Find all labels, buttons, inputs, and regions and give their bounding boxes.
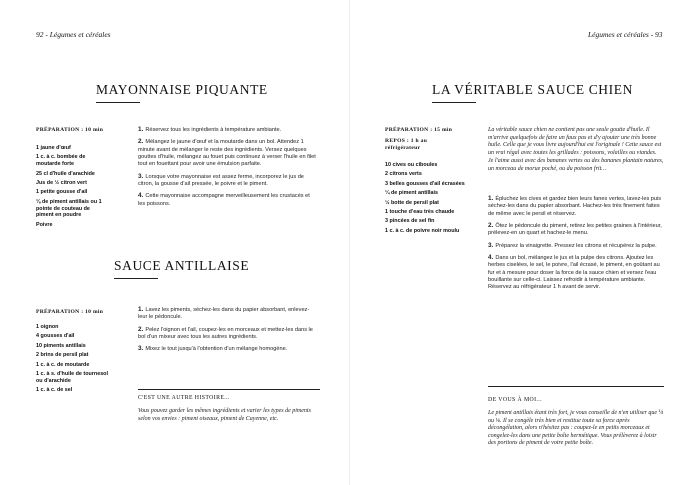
prep-time: PRÉPARATION : 10 min — [36, 309, 104, 315]
recipe-title-sauce-antillaise: SAUCE ANTILLAISE — [114, 258, 250, 273]
step-text: Pelez l'oignon et l'ail, coupez-les en morceaux et mettez-les dans le bol d'un mixeur avec tous les autres ingrédients. — [138, 326, 313, 341]
ingredient-item: 2 brins de persil plat — [36, 352, 89, 359]
ingredient-list — [36, 145, 106, 231]
ingredient-item: 4 gousses d'ail — [36, 333, 75, 340]
step-number: 3. — [138, 172, 144, 180]
ingredient-item: 1 c. à c. de moutarde — [36, 361, 90, 368]
step-number: 4. — [488, 253, 494, 261]
title-underline — [432, 102, 476, 103]
step-item — [138, 306, 318, 322]
ingredient-item: 25 cl d'huile d'arachide — [36, 170, 95, 177]
ingredient-list — [36, 324, 108, 397]
step-number: 3. — [138, 345, 144, 353]
step-number: 3. — [488, 241, 494, 249]
step-item — [488, 222, 666, 238]
step-item — [488, 195, 666, 218]
step-item — [138, 173, 318, 189]
step-text: Mélangez le jaune d'œuf et la moutarde dans un bol. Attendez 1 minute avant de mélanger le reste des ingrédients. Versez quelques gouttes d'huile, mélangez au fouet puis continuez à verser l'huile en filet tout en fouettant pour avoir une émulsion parfaite. — [138, 139, 316, 168]
step-text: Mixez le tout jusqu'à l'obtention d'un mélange homogène. — [145, 346, 288, 353]
rest-time: REPOS : 1 h au réfrigérateur — [385, 138, 428, 151]
step-number: 2. — [138, 138, 144, 146]
ingredient-item: ½ botte de persil plat — [385, 199, 439, 206]
ingredient-item: 10 cives ou ciboules — [385, 162, 438, 168]
step-text: Réservez tous les ingrédients à température ambiante. — [145, 127, 282, 133]
box-text: Vous pouvez garder les mêmes ingrédients et varier les types de piments selon vos envies : piment oiseaux, piment de Cayenne, etc. — [138, 408, 311, 422]
step-number: 1. — [488, 195, 494, 202]
ingredient-item: 1 c. à c. de sel — [36, 387, 73, 394]
step-text: Cette mayonnaise accompagne merveilleusement les crustacés et les poissons. — [138, 193, 310, 207]
ingredient-item: ⅛ de piment antillais ou 1 pointe de couteau de piment en poudre — [36, 198, 102, 219]
step-text: Ôtez le pédoncule du piment, retirez les petites graines à l'intérieur, prélevez-en un quart et hachez-le menu. — [488, 223, 662, 237]
step-item — [138, 126, 318, 134]
step-number: 4. — [138, 192, 144, 200]
ingredient-item: 1 c. à s. d'huile de tournesol ou d'arachide — [36, 370, 108, 384]
right-running-head: Légumes et céréales - 93 — [588, 30, 663, 39]
recipe-title-sauce-chien: LA VÉRITABLE SAUCE CHIEN — [432, 82, 633, 97]
step-text: Dans un bol, mélangez le jus et la pulpe des citrons. Ajoutez les herbes ciselées, le sel, le poivre, l'ail écrasé, le piment, en goûtant au fur et à mesure pour doser la force de la sauce chien et versez l'eau bouillante sur celle-ci. Laissez refroidir à température ambiante. Réservez au réfrigérateur 1 h avant de servir. — [488, 254, 660, 291]
box-rule — [138, 389, 320, 390]
recipe-title-mayonnaise: MAYONNAISE PIQUANTE — [96, 82, 268, 97]
step-text: Lavez les piments, séchez-les dans du papier absorbant, enlevez-leur le pédoncule. — [138, 307, 310, 321]
ingredient-item: 3 pincées de sel fin — [385, 218, 435, 225]
box-rule — [488, 386, 664, 387]
box-heading: C'EST UNE AUTRE HISTOIRE... — [138, 395, 230, 401]
ingredient-item: Poivre — [36, 221, 53, 228]
ingredient-item: ¼ de piment antillais — [385, 190, 439, 197]
step-number: 2. — [138, 325, 144, 333]
step-number: 2. — [488, 222, 494, 230]
step-item — [488, 254, 666, 292]
step-item — [138, 345, 318, 353]
intro-paragraph: La véritable sauce chien ne contient pas une seule goutte d'huile. Il m'arrive quelquefois de faire un faux pas et d'y ajouter une très bonne huile. Celle que je vous livre aujourd'hui est l'originale ! Cette sauce est un vrai régal avec toutes les grillades : poissons, volailles ou viandes. — [488, 127, 662, 156]
box-heading: DE VOUS À MOI... — [488, 397, 542, 403]
title-underline — [114, 278, 158, 279]
step-item — [488, 242, 666, 250]
step-item — [138, 138, 318, 169]
step-list — [138, 126, 318, 212]
ingredient-item: 1 c. à c. bombée de moutarde forte — [36, 154, 86, 168]
step-text: Préparez la vinaigrette. Pressez les citrons et récupérez la pulpe. — [495, 242, 657, 249]
intro-paragraph: Je l'aime aussi avec des bananes vertes ou des bananes plantain natures, un morceau de morue poché, ou du poisson frit… — [488, 158, 664, 172]
step-item — [138, 326, 318, 342]
step-list — [488, 195, 666, 296]
ingredient-item: 10 piments antillais — [36, 342, 86, 349]
ingredient-item: Jus de ½ citron vert — [36, 179, 87, 186]
ingredient-list — [385, 162, 465, 237]
ingredient-item: 1 petite gousse d'ail — [36, 189, 88, 196]
box-text: Le piment antillais étant très fort, je vous conseille de n'en utiliser que ¼ ou ⅛. Il se congèle très bien et restitue toute sa force après décongélation, alors n'hésitez pas : coupez-le en petits morceaux et congelez-les dans une petite boîte hermétique. Vous prélèverez à loisir des portions de piment de votre petite boîte. — [488, 410, 664, 447]
title-underline — [96, 102, 140, 103]
step-text: Épluchez les cives et gardez bien leurs fanes vertes, lavez-les puis séchez-les dans du papier absorbant. Hachez-les très finement faites de même avec le persil et réservez. — [488, 196, 662, 217]
left-running-head: 92 - Légumes et céréales — [36, 30, 111, 39]
ingredient-item: 1 touche d'eau très chaude — [385, 208, 455, 215]
ingredient-item: 1 oignon — [36, 324, 59, 330]
prep-time: PRÉPARATION : 15 min — [385, 127, 453, 133]
recipe-intro — [488, 127, 664, 175]
step-list — [138, 306, 318, 357]
page-gutter — [349, 0, 350, 485]
step-item — [138, 192, 318, 208]
step-number: 1. — [138, 126, 144, 133]
ingredient-item: 1 jaune d'œuf — [36, 145, 71, 151]
step-number: 1. — [138, 306, 144, 313]
ingredient-item: 2 citrons verts — [385, 171, 422, 178]
ingredient-item: 1 c. à c. de poivre noir moulu — [385, 227, 460, 234]
ingredient-item: 3 belles gousses d'ail écrasées — [385, 180, 465, 187]
step-text: Lorsque votre mayonnaise est assez ferme, incorporez le jus de citron, la gousse d'ail pressée, le poivre et le piment. — [138, 173, 304, 188]
prep-time: PRÉPARATION : 10 min — [36, 127, 104, 133]
